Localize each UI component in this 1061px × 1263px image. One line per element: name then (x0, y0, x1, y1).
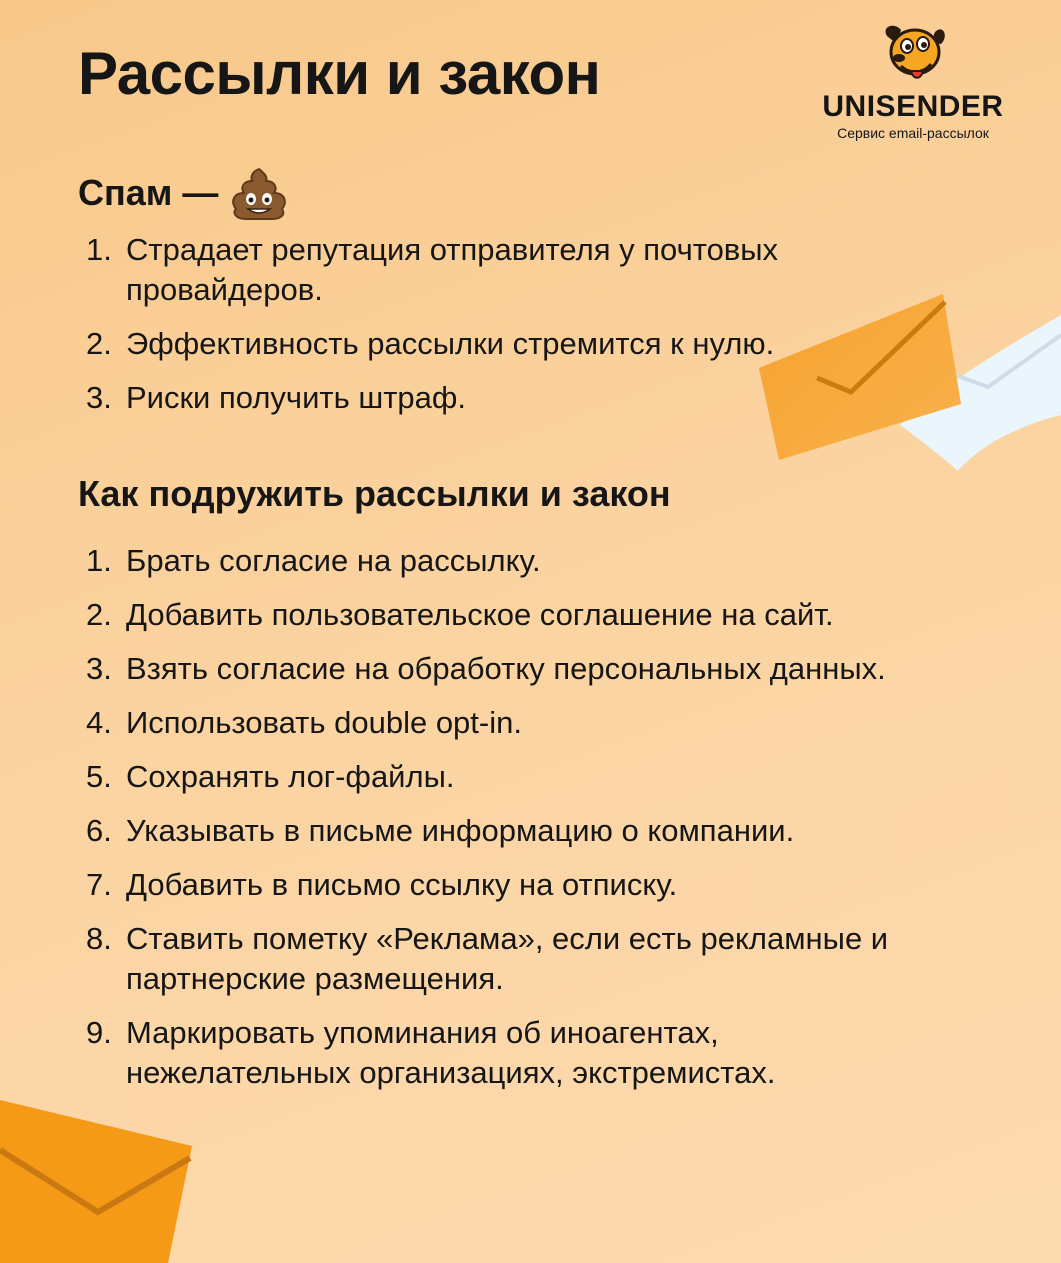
list-item (0, 757, 1000, 797)
item-number: 7. (86, 867, 112, 902)
item-text: Брать согласие на рассылку. (126, 543, 541, 578)
item-number: 6. (86, 813, 112, 848)
list-item (0, 1013, 1000, 1093)
item-number: 2. (86, 326, 112, 361)
item-number: 8. (86, 921, 112, 956)
unisender-logo[interactable] (818, 22, 1008, 142)
item-number: 3. (86, 380, 112, 415)
item-number: 1. (86, 543, 112, 578)
item-text: Страдает репутация отправителя у почтовых (126, 232, 779, 267)
item-text: Указывать в письме информацию о компании. (126, 813, 795, 848)
item-text-line-2: провайдеров. (126, 272, 323, 307)
law-section-heading: Как подружить рассылки и закон (78, 473, 671, 514)
logo-tagline: Сервис email-рассылок (837, 125, 989, 141)
list-item (0, 541, 1000, 581)
law-steps-list (0, 541, 1000, 1107)
item-number: 3. (86, 651, 112, 686)
bottom-envelope-decoration (0, 1100, 270, 1263)
item-text-line-2: партнерские размещения. (126, 961, 504, 996)
item-text: Эффективность рассылки стремится к нулю. (126, 326, 775, 361)
item-text: Риски получить штраф. (126, 380, 467, 415)
spam-section-heading (78, 165, 290, 221)
item-text: Использовать double opt-in. (126, 705, 522, 740)
list-item (0, 919, 1000, 999)
item-text: Маркировать упоминания об иноагентах, (126, 1015, 719, 1050)
item-text: Взять согласие на обработку персональных данных. (126, 651, 886, 686)
page-title: Рассылки и закон (78, 40, 601, 107)
dog-mascot-icon (877, 22, 949, 86)
poop-emoji-icon (228, 165, 290, 221)
item-number: 9. (86, 1015, 112, 1050)
list-item (0, 811, 1000, 851)
item-text-line-2: нежелательных организациях, экстремистах. (126, 1055, 776, 1090)
item-text: Ставить пометку «Реклама», если есть рекламные и (126, 921, 889, 956)
item-number: 1. (86, 232, 112, 267)
spam-heading-text: Спам — (78, 172, 219, 213)
item-number: 5. (86, 759, 112, 794)
list-item (0, 649, 1000, 689)
item-text: Добавить пользовательское соглашение на сайт. (126, 597, 834, 632)
item-number: 2. (86, 597, 112, 632)
item-text: Добавить в письмо ссылку на отписку. (126, 867, 678, 902)
logo-wordmark: UNISENDER (822, 90, 1004, 123)
item-text: Сохранять лог-файлы. (126, 759, 455, 794)
item-number: 4. (86, 705, 112, 740)
orange-envelope-decoration (755, 292, 965, 464)
list-item (0, 595, 1000, 635)
list-item (0, 703, 1000, 743)
list-item (0, 865, 1000, 905)
